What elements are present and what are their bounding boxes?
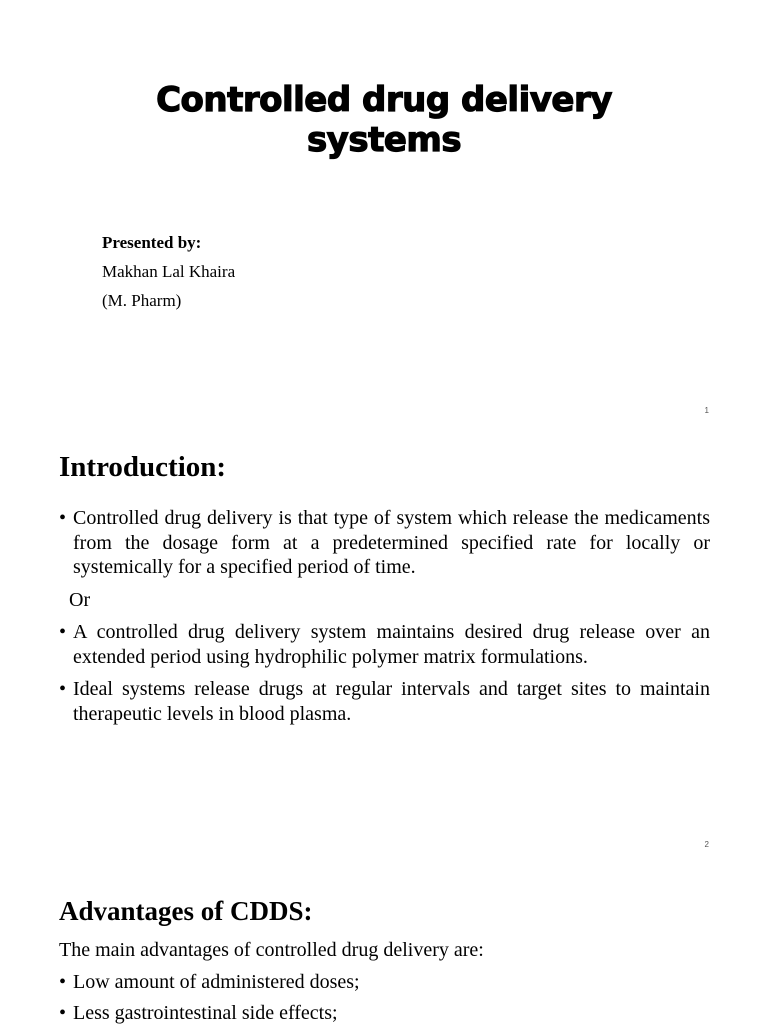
list-item: • A controlled drug delivery system maintains desired drug release over an extended period using hydrophilic polymer matrix formulations. <box>59 620 710 669</box>
presenter-name: Makhan Lal Khaira <box>102 262 236 281</box>
slide-heading: Introduction: <box>59 451 227 483</box>
list-item: • Low amount of administered doses; <box>59 970 710 994</box>
presenter-label: Presented by: <box>102 233 202 252</box>
list-item: • Controlled drug delivery is that type of system which release the medicaments from the dosage form at a predetermined specified rate for locally or systemically for a specified period of time. <box>59 506 710 580</box>
list-item: • Less gastrointestinal side effects; <box>59 1001 710 1025</box>
slide-introduction <box>0 432 768 864</box>
list-item: • Ideal systems release drugs at regular intervals and target sites to maintain therapeutic levels in blood plasma. <box>59 677 710 726</box>
presentation-title <box>0 80 768 160</box>
intro-text: The main advantages of controlled drug delivery are: <box>59 939 484 961</box>
bullet-list <box>59 506 710 734</box>
slide-title <box>0 0 768 432</box>
slide-advantages <box>0 864 768 1024</box>
presenter-degree: (M. Pharm) <box>102 291 182 310</box>
page-number: 2 <box>704 840 709 849</box>
presenter-block <box>102 228 235 315</box>
slide-heading: Advantages of CDDS: <box>59 896 313 926</box>
title-line-2: systems <box>306 120 462 160</box>
title-line-1: Controlled drug delivery <box>156 80 612 120</box>
bullet-list <box>59 970 710 1032</box>
page-number: 1 <box>704 406 709 415</box>
or-separator: Or <box>69 588 91 611</box>
